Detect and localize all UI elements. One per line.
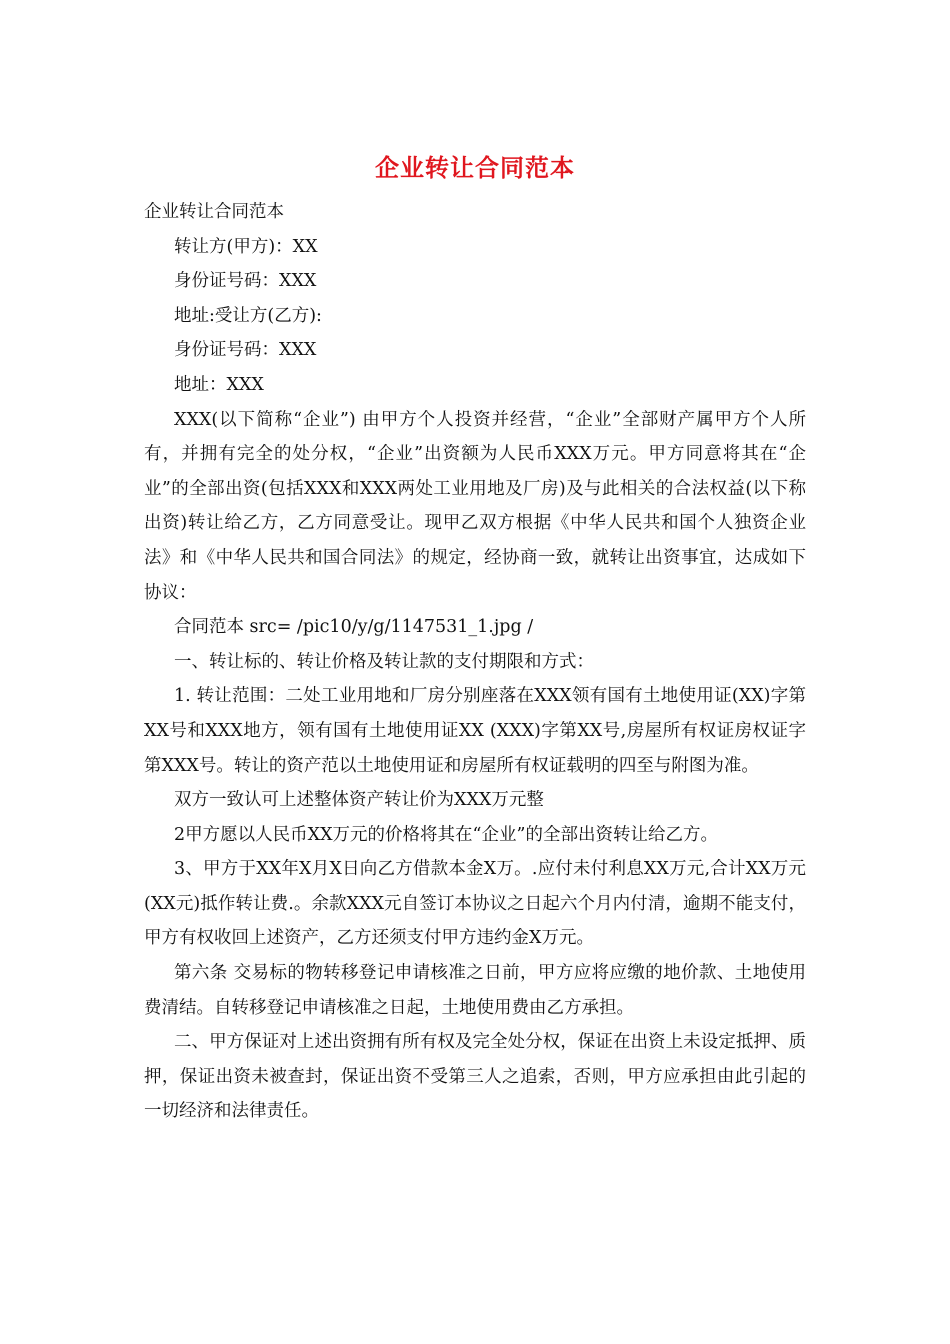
paragraph: 一、转让标的、转让价格及转让款的支付期限和方式： bbox=[174, 651, 594, 672]
paragraph: 地址：XXX bbox=[174, 374, 264, 395]
paragraph: 双方一致认可上述整体资产转让价为XXX万元整 bbox=[174, 790, 544, 811]
document-body bbox=[144, 195, 806, 1129]
paragraph: 地址:受让方(乙方): bbox=[174, 305, 322, 326]
paragraph: 第六条 交易标的物转移登记申请核准之日前，甲方应将应缴的地价款、土地使用费清结。自转移登记申请核准之日起，土地使用费由乙方承担。 bbox=[144, 963, 806, 1018]
paragraph: 二、甲方保证对上述出资拥有所有权及完全处分权，保证在出资上未设定抵押、质押，保证出资未被查封，保证出资不受第三人之追索，否则，甲方应承担由此引起的一切经济和法律责任。 bbox=[144, 1032, 806, 1122]
paragraph: 2甲方愿以人民币XX万元的价格将其在“企业”的全部出资转让给乙方。 bbox=[174, 824, 718, 845]
paragraph: 企业转让合同范本 bbox=[144, 202, 284, 222]
paragraph: 3、甲方于XX年X月X日向乙方借款本金X万。.应付未付利息XX万元,合计XX万元(XX元)抵作转让费.。余款XXX元自签订本协议之日起六个月内付清，逾期不能支付，甲方有权收回上述资产，乙方还须支付甲方违约金X万元。 bbox=[144, 859, 806, 949]
paragraph: XXX(以下简称“企业”) 由甲方个人投资并经营，“企业”全部财产属甲方个人所有，并拥有完全的处分权，“企业”出资额为人民币XXX万元。甲方同意将其在“企业”的全部出资(包括XXX和XXX两处工业用地及厂房)及与此相关的合法权益(以下称出资)转让给乙方，乙方同意受让。现甲乙双方根据《中华人民共和国个人独资企业法》和《中华人民共和国合同法》的规定，经协商一致，就转让出资事宜，达成如下协议： bbox=[144, 409, 806, 603]
document-title: 企业转让合同范本 bbox=[375, 153, 575, 182]
paragraph: 身份证号码：XXX bbox=[174, 271, 317, 292]
paragraph: 合同范本 src= /pic10/y/g/1147531_1.jpg / bbox=[174, 617, 534, 638]
paragraph: 身份证号码：XXX bbox=[174, 340, 317, 361]
paragraph: 1. 转让范围：二处工业用地和厂房分别座落在XXX领有国有土地使用证(XX)字第XX号和XXX地方，领有国有土地使用证XX (XXX)字第XX号,房屋所有权证房权证字第XXX号。转让的资产范以土地使用证和房屋所有权证载明的四至与附图为准。 bbox=[144, 686, 806, 776]
paragraph: 转让方(甲方)：XX bbox=[174, 236, 318, 257]
